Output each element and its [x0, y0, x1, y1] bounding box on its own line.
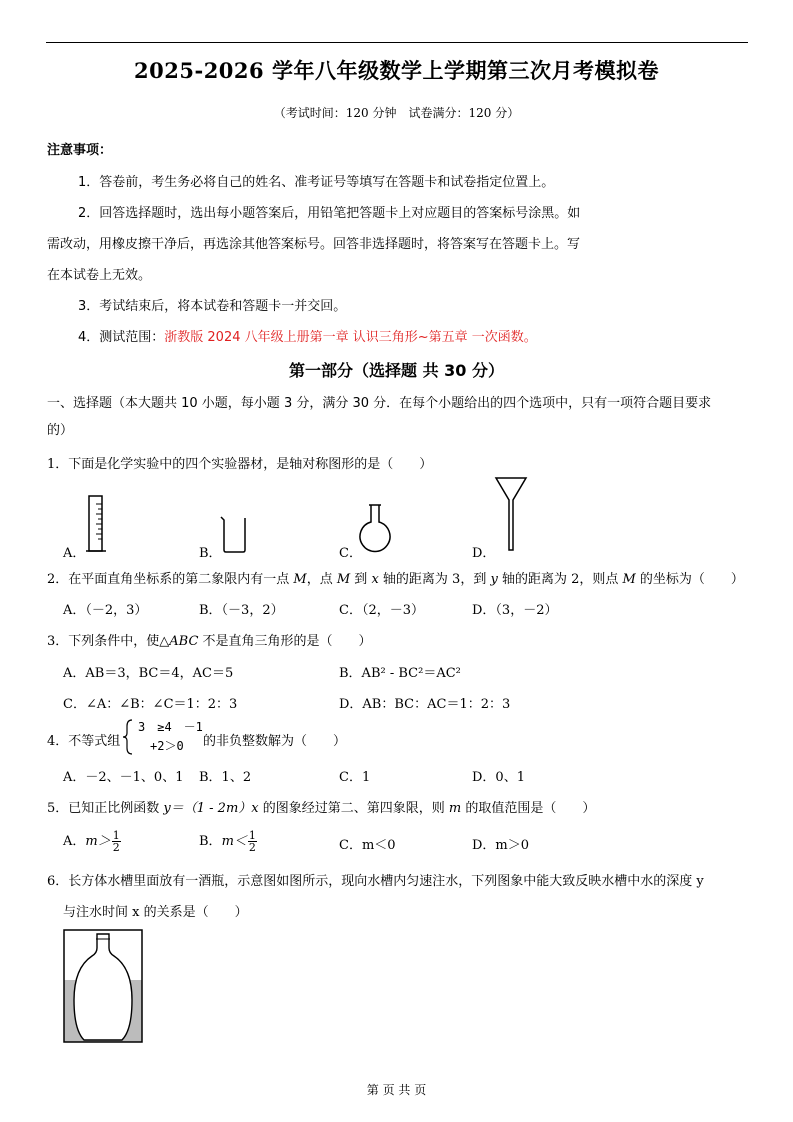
header-rule [46, 42, 748, 43]
q1-option-c-label: C． [339, 546, 362, 561]
q2-stem-b: ，点 [306, 572, 337, 587]
graduated-cylinder-icon [84, 494, 110, 556]
q1-stem: 1．下面是化学实验中的四个实验器材，是轴对称图形的是（ ） [47, 457, 433, 472]
q2-stem-d: 轴的距离为 3，到 [378, 572, 491, 587]
q5-option-c: C．m＜0 [339, 838, 396, 853]
q4-option-a: A．－2、－1、0、1 [63, 770, 184, 785]
q5-option-b [199, 830, 257, 853]
q2-var-y: y [490, 572, 498, 587]
q2-option-b: B．（－3，2） [199, 603, 284, 618]
water-tank-bottle-diagram [62, 928, 144, 1044]
q3-stem-a: 3．下列条件中，使△ [47, 634, 170, 649]
q3-triangle-abc: ABC [169, 634, 199, 649]
q1-option-a-label: A． [63, 546, 86, 561]
one-half-fraction: $\frac{1}{2}$ [112, 829, 120, 854]
q1-option-b-label: B． [199, 546, 222, 561]
notice-item-1: 1．答卷前，考生务必将自己的姓名、准考证号等填写在答题卡和试卷指定位置上。 [78, 175, 555, 190]
q2-stem-c: 到 [350, 572, 372, 587]
q4-system-line-2: +2＞0 [138, 739, 184, 753]
q5-stem-a: 5．已知正比例函数 [47, 801, 164, 816]
q2-var-m: M [336, 572, 351, 587]
q6-stem-cont: 与注水时间 x 的关系是（ ） [63, 905, 248, 920]
q5-option-a-label: A． [63, 834, 86, 849]
q4-stem-b: 的非负整数解为（ ） [203, 734, 347, 749]
q3-option-a: A．AB＝3，BC＝4，AC＝5 [63, 666, 234, 681]
test-range: 浙教版 2024 八年级上册第一章 认识三角形~第五章 一次函数。 [164, 330, 537, 345]
q6-stem: 6．长方体水槽里面放有一酒瓶，示意图如图所示，现向水槽内匀速注水，下列图象中能大致反映水槽中水的深度 y [47, 874, 704, 889]
q3-option-d: D．AB：BC：AC＝1：2：3 [339, 697, 511, 712]
q5-stem-c: 的图象经过第二、第四象限，则 [258, 801, 449, 816]
q3-option-c: C．∠A：∠B：∠C＝1：2：3 [63, 697, 238, 712]
notice-item-2: 2．回答选择题时，选出每小题答案后，用铅笔把答题卡上对应题目的答案标号涂黑。如 [78, 206, 581, 221]
q4-stem-a: 4．不等式组 [47, 734, 121, 749]
q4-option-d: D．0、1 [472, 770, 525, 785]
section-intro: 一、选择题（本大题共 10 小题，每小题 3 分，满分 30 分．在每个小题给出的四个选项中，只有一项符合题目要求 [47, 396, 712, 411]
notice-item-2-end: 在本试卷上无效。 [47, 268, 152, 283]
left-brace-icon [122, 718, 134, 756]
one-half-fraction: $\frac{1}{2}$ [248, 829, 256, 854]
q4-system-line-1: 3 ≥4 －1 [138, 720, 203, 734]
q2-option-d: D．（3，－2） [472, 603, 558, 618]
q2-stem [47, 568, 744, 587]
section-intro-cont: 的） [47, 423, 74, 438]
q5-option-b-label: B． [199, 834, 222, 849]
q5-stem-d: 的取值范围是（ ） [461, 801, 596, 816]
q5-stem [47, 797, 595, 816]
q3-option-b: B．AB² - BC²＝AC² [339, 666, 461, 681]
beaker-icon [218, 514, 250, 554]
notice-item-4 [78, 326, 537, 345]
q2-var-m: M [622, 572, 636, 587]
bottle-icon [74, 934, 132, 1040]
notice-item-2-cont: 需改动，用橡皮擦干净后，再选涂其他答案标号。回答非选择题时，将答案写在答题卡上。写 [47, 237, 581, 252]
q4-option-c: C．1 [339, 770, 371, 785]
q5-function: y＝（1 - 2m）x [163, 801, 259, 816]
round-flask-icon [356, 502, 394, 554]
q5-option-d: D．m＞0 [472, 838, 530, 853]
q3-stem-b: 不是直角三角形的是（ ） [198, 634, 372, 649]
q2-var-x: x [371, 572, 379, 587]
notice-item-4-prefix: 4．测试范围： [78, 330, 165, 345]
q5-option-a-rel: m＞ [85, 834, 111, 849]
q1-option-d-label: D． [472, 546, 496, 561]
q5-var-m: m [448, 801, 462, 816]
notice-item-3: 3．考试结束后，将本试卷和答题卡一并交回。 [78, 299, 347, 314]
q2-option-c: C．（2，－3） [339, 603, 424, 618]
exam-subtitle: （考试时间：120 分钟 试卷满分：120 分） [273, 106, 520, 120]
q2-option-a: A．（－2，3） [63, 603, 148, 618]
q4-option-b: B．1、2 [199, 770, 252, 785]
q2-var-m: M [293, 572, 307, 587]
q2-stem-a: 2．在平面直角坐标系的第二象限内有一点 [47, 572, 294, 587]
part1-heading: 第一部分（选择题 共 30 分） [289, 361, 504, 380]
q5-option-a [63, 830, 121, 853]
exam-title: 2025-2026 学年八年级数学上学期第三次月考模拟卷 [134, 58, 659, 83]
q2-stem-e: 轴的距离为 2，则点 [497, 572, 623, 587]
notice-heading: 注意事项： [47, 143, 113, 158]
q2-stem-f: 的坐标为（ ） [635, 572, 744, 587]
page-footer: 第 页 共 页 [366, 1083, 427, 1097]
q3-stem [47, 630, 372, 649]
q5-option-b-rel: m＜ [221, 834, 247, 849]
funnel-icon [493, 474, 529, 554]
